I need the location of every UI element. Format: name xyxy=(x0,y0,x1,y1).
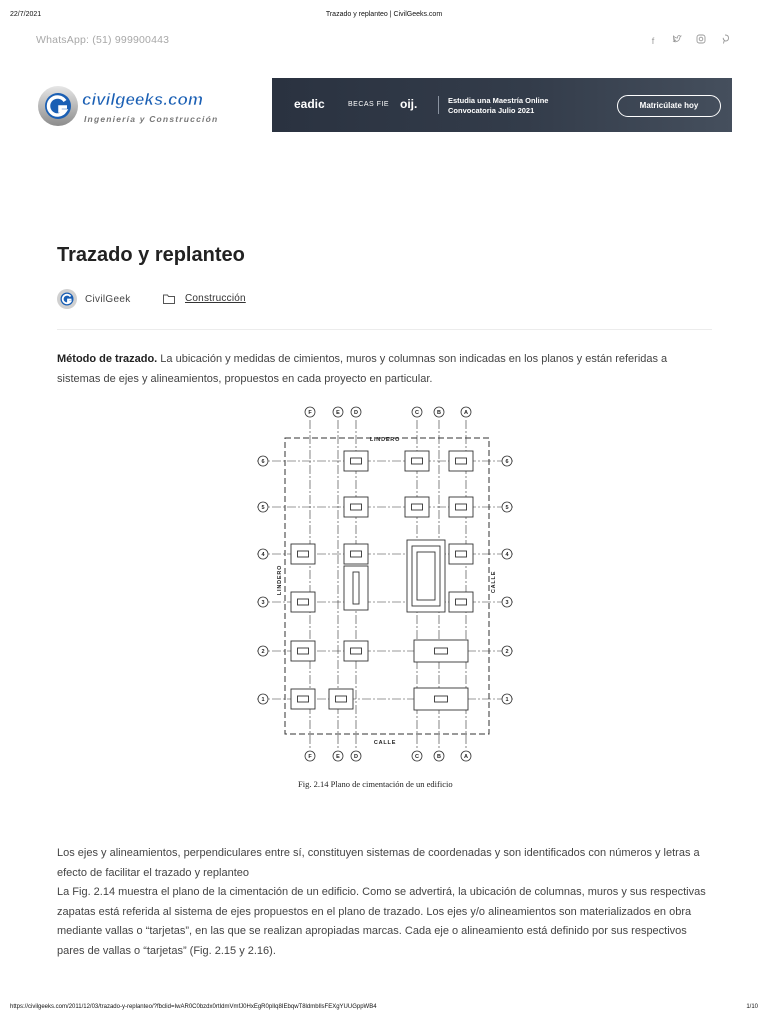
pinterest-icon[interactable] xyxy=(718,34,732,48)
axis-label: 2 xyxy=(261,649,265,656)
instagram-icon[interactable] xyxy=(694,34,708,48)
folder-icon xyxy=(163,294,175,304)
footing xyxy=(291,544,315,564)
axis-label: 1 xyxy=(261,697,265,704)
meta-divider xyxy=(57,329,712,330)
whatsapp-contact[interactable]: WhatsApp: (51) 999900443 xyxy=(36,34,170,46)
footing xyxy=(449,497,473,517)
footing xyxy=(405,497,429,517)
axis-label: A xyxy=(464,754,468,761)
paragraph-1 xyxy=(57,350,712,389)
footing xyxy=(449,592,473,612)
axis-label: 6 xyxy=(505,459,509,466)
axis-label: C xyxy=(415,410,419,417)
paragraph-2 xyxy=(57,844,712,961)
author-avatar[interactable] xyxy=(57,289,77,309)
wall-footing xyxy=(344,566,368,610)
footing xyxy=(291,689,315,709)
footing xyxy=(344,641,368,661)
axis-label: D xyxy=(354,754,358,761)
axis-label: F xyxy=(308,754,312,761)
facebook-icon[interactable]: f xyxy=(651,36,655,46)
axis-label: 5 xyxy=(261,505,265,512)
top-bar xyxy=(36,34,732,48)
eadic-brand: eadic xyxy=(294,97,325,111)
axis-label: B xyxy=(437,410,441,417)
axis-label: 3 xyxy=(261,600,265,607)
print-date: 22/7/2021 xyxy=(10,11,42,18)
foundation-plan-figure xyxy=(245,400,525,800)
print-page-number: 1/10 xyxy=(746,1004,758,1010)
axis-label: D xyxy=(354,410,358,417)
top-boundary-label: LINDERO xyxy=(369,437,401,443)
axis-label: A xyxy=(464,410,468,417)
axis-label: 2 xyxy=(505,649,509,656)
svg-text:Ingeniería y Construcción: Ingeniería y Construcción xyxy=(84,114,219,124)
print-title: Trazado y replanteo | CivilGeeks.com xyxy=(325,11,443,18)
becas-brand: BECAS FIE xyxy=(348,101,390,108)
svg-text:civilgeeks.com: civilgeeks.com xyxy=(82,90,203,109)
axis-label: 1 xyxy=(505,697,509,704)
banner-separator xyxy=(438,96,439,114)
footing xyxy=(291,641,315,661)
axis-label: F xyxy=(308,410,312,417)
footing xyxy=(449,451,473,471)
figure-caption: Fig. 2.14 Plano de cimentación de un edificio xyxy=(298,779,453,789)
bottom-boundary-label: CALLE xyxy=(373,740,397,746)
axis-label: 6 xyxy=(261,459,265,466)
paragraph-2-line-1: Los ejes y alineamientos, perpendiculares entre sí, constituyen sistemas de coordenadas y son identificados con números y letras a efecto de facilitar el trazado y replanteo xyxy=(57,847,700,879)
category-link[interactable]: Construcción xyxy=(185,293,246,304)
footing xyxy=(344,451,368,471)
oij-brand: oij. xyxy=(400,97,418,111)
axis-label: 4 xyxy=(261,552,265,559)
article-title: Trazado y replanteo xyxy=(57,244,245,266)
ad-banner[interactable] xyxy=(272,78,732,132)
combined-footing xyxy=(414,688,468,710)
core-footing xyxy=(407,540,445,612)
footing xyxy=(449,544,473,564)
axis-label: 3 xyxy=(505,600,509,607)
left-boundary-label: LINDERO xyxy=(277,564,283,596)
axis-label: C xyxy=(415,754,419,761)
axis-label: E xyxy=(336,410,340,417)
axis-label: E xyxy=(336,754,340,761)
axis-label: B xyxy=(437,754,441,761)
promo-line-1: Estudia una Maestría Online xyxy=(448,96,549,105)
footing xyxy=(344,497,368,517)
social-links xyxy=(646,34,732,48)
footing xyxy=(291,592,315,612)
axis-label: 5 xyxy=(505,505,509,512)
right-boundary-label: CALLE xyxy=(491,570,497,594)
promo-line-2: Convocatoria Julio 2021 xyxy=(448,106,535,115)
twitter-icon[interactable] xyxy=(670,34,684,48)
banner-promo xyxy=(448,96,548,116)
site-logo[interactable] xyxy=(38,84,238,128)
author-name[interactable]: CivilGeek xyxy=(85,294,131,305)
print-url: https://civilgeeks.com/2011/12/03/trazado-y-replanteo/?fbclid=IwAR0C0bzdx0rtIdmVmfJ0HxEgR0pIlq8IEbqwT8ldmbIlsFEXgYUUGppWB4 xyxy=(10,1004,377,1010)
footing xyxy=(329,689,353,709)
combined-footing xyxy=(414,640,468,662)
paragraph-2-line-2: La Fig. 2.14 muestra el plano de la cimentación de un edificio. Como se advertirá, la ubicación de columnas, muros y sus respectivas zapatas está referida al sistema de ejes propuestos en el plano de trazado. Los ejes y/o alineamientos son materializados en obra mediante vallas o “tarjetas”, en las que se realizan apropiadas marcas. Cada eje o alineamiento está definido por sus respectivos pares de vallas o “tarjetas” (Fig. 2.15 y 2.16). xyxy=(57,886,706,957)
paragraph-1-lead: Método de trazado. xyxy=(57,353,158,365)
footing xyxy=(344,544,368,564)
axis-label: 4 xyxy=(505,552,509,559)
article-meta xyxy=(57,289,712,311)
footing xyxy=(405,451,429,471)
paragraph-1-text: La ubicación y medidas de cimientos, muros y columnas son indicadas en los planos y están referidas a sistemas de ejes y alineamientos, propuestos en cada proyecto en particular. xyxy=(57,353,668,385)
enroll-button[interactable]: Matricúlate hoy xyxy=(617,95,721,117)
